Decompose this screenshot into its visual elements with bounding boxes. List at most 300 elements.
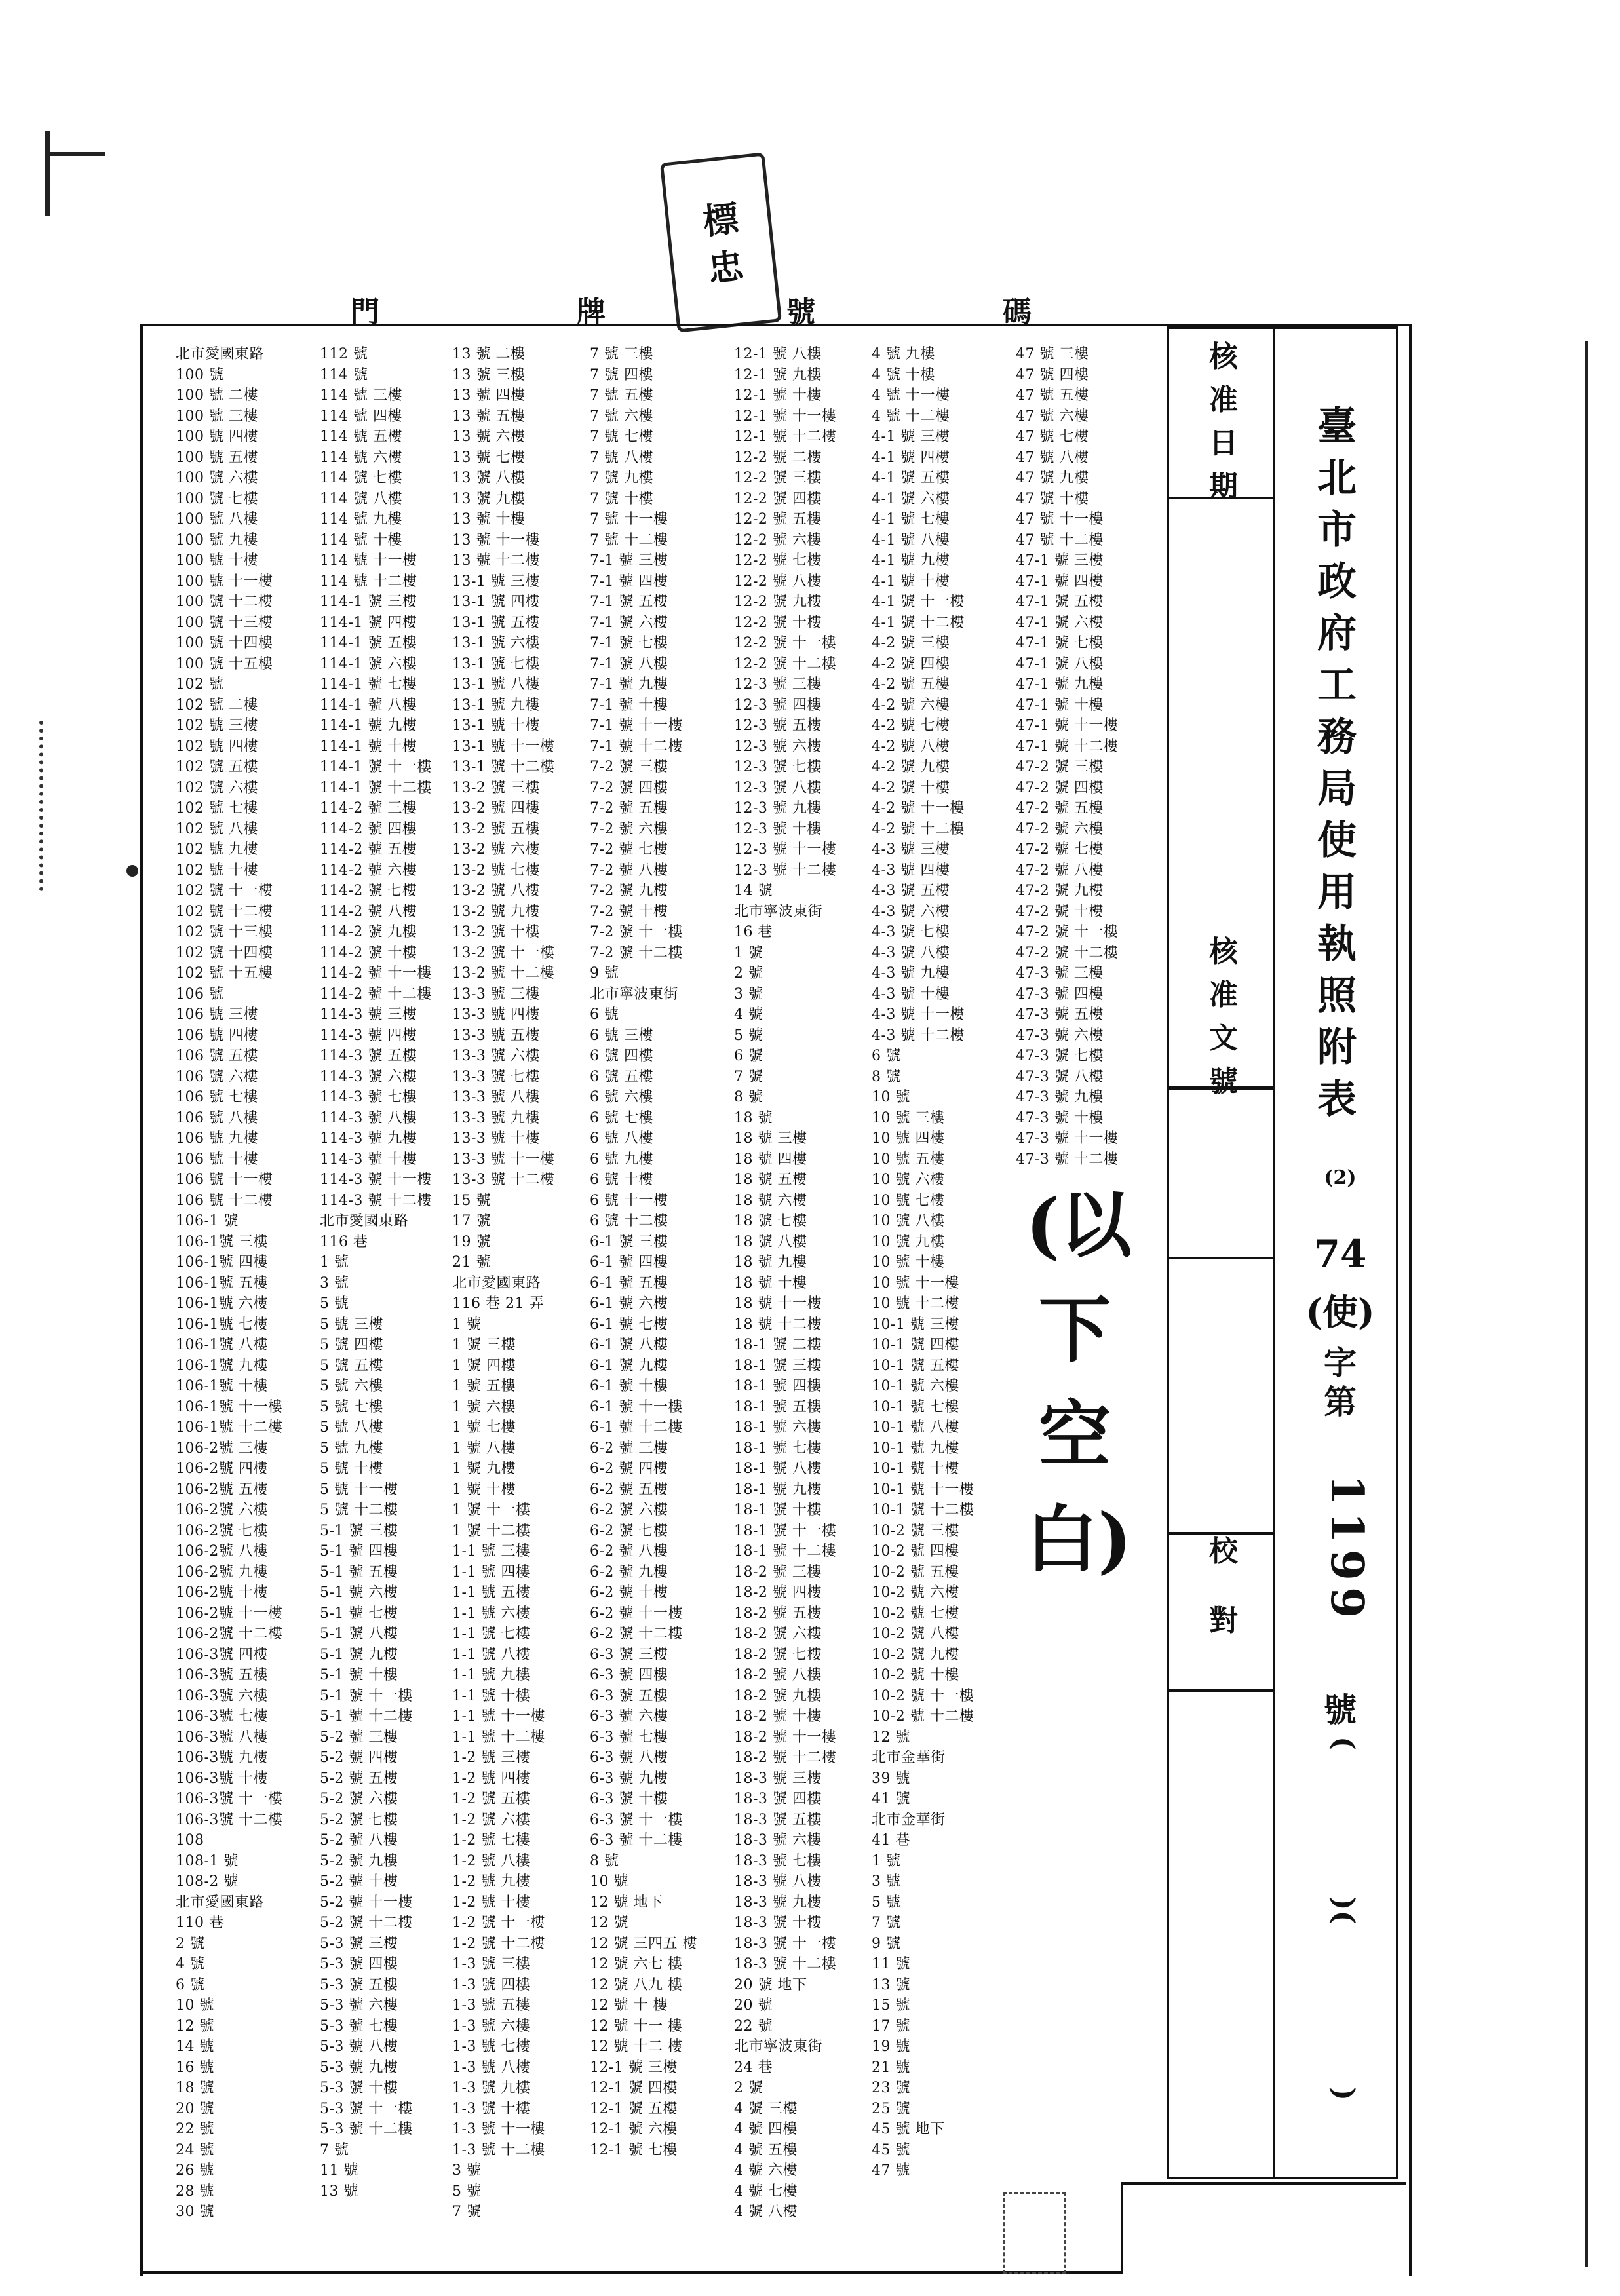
address-entry: 6-1 號 五樓 [590,1274,668,1292]
address-entry: 24 號 [176,2141,214,2158]
address-entry: 13-2 號 六樓 [452,841,540,858]
address-entry: 北市金華街 [872,1811,946,1828]
address-entry: 10 號 九樓 [872,1233,945,1250]
address-entry: 106-3號 十一樓 [176,1791,283,1807]
address-entry: 106 號 六樓 [176,1068,258,1085]
address-entry: 106-3號 十樓 [176,1770,268,1787]
address-entry: 18-2 號 十一樓 [734,1729,837,1746]
header-char-pai: 牌 [577,296,607,329]
address-entry: 4-2 號 七樓 [872,718,950,734]
address-entry: 6-2 號 四樓 [590,1461,668,1477]
address-entry: 106-2號 六樓 [176,1502,268,1518]
address-entry: 47-1 號 九樓 [1016,676,1104,693]
address-entry: 7 號 六樓 [590,408,653,425]
address-entry: 1-2 號 三樓 [452,1750,531,1766]
address-entry: 47-2 號 十樓 [1016,903,1104,920]
address-entry: 106 號 三樓 [176,1006,258,1023]
address-entry: 1-2 號 九樓 [452,1873,531,1890]
address-entry: 4 號 六樓 [734,2162,798,2179]
address-entry: 7 號 四樓 [590,366,653,383]
address-entry: 4 號 [734,1006,763,1023]
address-entry: 47-2 號 七樓 [1016,841,1104,858]
address-entry: 47-1 號 十一樓 [1016,718,1119,734]
address-entry: 114-1 號 四樓 [320,614,417,631]
address-entry: 7 號 [320,2141,349,2158]
address-entry: 12-2 號 六樓 [734,531,822,548]
address-entry: 47-1 號 七樓 [1016,635,1104,651]
address-entry: 6 號 三樓 [590,1027,653,1044]
address-entry: 10 號 [176,1997,214,2014]
address-entry: 10 號 十樓 [872,1254,945,1271]
address-entry: 6-3 號 十二樓 [590,1832,683,1848]
address-entry: 47-3 號 三樓 [1016,965,1104,982]
address-entry: 18-1 號 八樓 [734,1461,822,1477]
address-entry: 12 號 十 樓 [590,1997,668,2014]
address-entry: 14 號 [176,2038,214,2055]
address-entry: 19 號 [872,2038,910,2055]
address-entry: 18-2 號 八樓 [734,1667,822,1683]
address-entry: 7-1 號 四樓 [590,573,668,590]
address-entry: 106-2號 十二樓 [176,1626,283,1642]
address-entry: 6-2 號 八樓 [590,1543,668,1559]
address-entry: 4-1 號 三樓 [872,429,950,445]
address-entry: 5-3 號 六樓 [320,1997,398,2014]
left-margin-scribble [39,721,142,891]
address-entry: 28 號 [176,2183,214,2200]
address-entry: 5 號 十樓 [320,1461,383,1477]
address-entry: 100 號 六樓 [176,470,258,486]
address-entry: 13-3 號 九樓 [452,1109,540,1126]
address-entry: 13 號 七樓 [452,449,526,466]
address-entry: 6 號 [176,1976,205,1993]
address-entry: 114 號 五樓 [320,429,402,445]
address-entry: 6-3 號 五樓 [590,1687,668,1704]
address-entry: 北市愛國東路 [176,1894,265,1911]
address-entry: 5-1 號 十二樓 [320,1708,413,1725]
address-entry: 18-2 號 五樓 [734,1605,822,1622]
address-entry: 13 號 六樓 [452,429,526,445]
address-entry: 102 號 十二樓 [176,903,273,920]
address-entry: 6-1 號 十二樓 [590,1419,683,1436]
address-entry: 13 號 四樓 [452,387,526,404]
address-entry: 6 號 九樓 [590,1151,653,1168]
address-entry: 114-2 號 十樓 [320,944,417,961]
address-entry: 7-2 號 十一樓 [590,924,683,940]
address-entry: 114-3 號 八樓 [320,1109,417,1126]
address-entry: 47 號 五樓 [1016,387,1089,404]
address-entry: 5-1 號 六樓 [320,1584,398,1601]
address-entry: 114 號 十樓 [320,531,402,548]
address-entry: 47 號 十一樓 [1016,511,1104,527]
address-entry: 1-1 號 四樓 [452,1563,531,1580]
address-entry: 47-3 號 十二樓 [1016,1151,1119,1168]
address-entry: 10-2 號 十二樓 [872,1708,974,1725]
address-entry: 5-2 號 九樓 [320,1852,398,1869]
address-entry: 10 號 六樓 [872,1172,945,1188]
address-entry: 10 號 [590,1873,628,1890]
address-entry: 108-1 號 [176,1852,239,1869]
address-entry: 12-2 號 十樓 [734,614,822,631]
address-entry: 8 號 [734,1089,763,1105]
address-entry: 30 號 [176,2204,214,2220]
address-entry: 2 號 [176,1935,205,1952]
address-entry: 47-2 號 九樓 [1016,883,1104,899]
address-entry: 6 號 六樓 [590,1089,653,1105]
address-entry: 47-3 號 十一樓 [1016,1130,1119,1147]
address-entry: 16 巷 [734,924,773,940]
address-entry: 106 號 十樓 [176,1151,258,1168]
address-entry: 102 號 三樓 [176,718,258,734]
address-entry: 4-2 號 十二樓 [872,820,965,837]
address-entry: 6-2 號 九樓 [590,1563,668,1580]
address-entry: 13-1 號 四樓 [452,594,540,610]
address-entry: 4-3 號 九樓 [872,965,950,982]
address-entry: 102 號 四樓 [176,738,258,755]
address-entry: 18 號 四樓 [734,1151,807,1168]
address-entry: 5-3 號 八樓 [320,2038,398,2055]
address-entry: 5-2 號 六樓 [320,1791,398,1807]
address-entry: 12-1 號 九樓 [734,366,822,383]
address-entry: 1-3 號 十一樓 [452,2121,545,2137]
address-entry: 16 號 [176,2059,214,2076]
address-entry: 12-1 號 十一樓 [734,408,837,425]
address-entry: 106-3號 十二樓 [176,1811,283,1828]
address-entry: 6-1 號 十一樓 [590,1398,683,1415]
address-entry: 7-1 號 七樓 [590,635,668,651]
address-entry: 114-1 號 十樓 [320,738,417,755]
address-entry: 10 號 [872,1089,910,1105]
address-entry: 4-2 號 八樓 [872,738,950,755]
address-entry: 1-2 號 十樓 [452,1894,531,1911]
address-entry: 18-1 號 七樓 [734,1440,822,1457]
address-entry: 1 號 九樓 [452,1461,516,1477]
address-entry: 10-2 號 四樓 [872,1543,959,1559]
address-entry: 4-3 號 十一樓 [872,1006,965,1023]
address-entry: 114-2 號 四樓 [320,820,417,837]
address-entry: 5 號 十二樓 [320,1502,398,1518]
address-entry: 7-2 號 七樓 [590,841,668,858]
address-entry: 19 號 [452,1233,491,1250]
address-entry: 10-2 號 七樓 [872,1605,959,1622]
address-entry: 北市愛國東路 [176,346,265,362]
address-column-6 [872,344,974,2181]
address-entry: 114-1 號 十二樓 [320,779,432,796]
address-entry: 5 號 [872,1894,901,1911]
address-entry: 114-1 號 十一樓 [320,759,432,775]
address-entry: 47-1 號 三樓 [1016,552,1104,569]
address-entry: 106-2號 七樓 [176,1522,268,1539]
address-entry: 20 號 [176,2100,214,2117]
address-entry: 4 號 七樓 [734,2183,798,2200]
address-entry: 1-3 號 七樓 [452,2038,531,2055]
address-entry: 47-1 號 八樓 [1016,655,1104,672]
address-entry: 102 號 十樓 [176,862,258,879]
address-entry: 18 號 七樓 [734,1213,807,1229]
address-entry: 13 號 二樓 [452,346,526,362]
address-entry: 5-2 號 四樓 [320,1750,398,1766]
address-entry: 114 號 六樓 [320,449,402,466]
address-entry: 47 號 四樓 [1016,366,1089,383]
address-entry: 114-3 號 七樓 [320,1089,417,1105]
address-entry: 6-3 號 七樓 [590,1729,668,1746]
address-entry: 12-1 號 六樓 [590,2121,678,2137]
address-entry: 114-2 號 七樓 [320,883,417,899]
address-entry: 7 號 [452,2204,482,2220]
address-entry: 5-3 號 四樓 [320,1956,398,1972]
address-entry: 4-3 號 十樓 [872,985,950,1003]
address-entry: 18 號 [176,2080,214,2096]
address-entry: 108-2 號 [176,1873,239,1890]
address-entry: 18 號 五樓 [734,1172,807,1188]
address-entry: 108 [176,1832,204,1848]
address-entry: 106-1號 三樓 [176,1233,268,1250]
address-entry: 13-3 號 十二樓 [452,1172,555,1188]
address-entry: 13-2 號 十一樓 [452,944,555,961]
address-entry: 106 號 八樓 [176,1109,258,1126]
address-entry: 13-3 號 八樓 [452,1089,540,1105]
address-entry: 10-1 號 三樓 [872,1316,959,1333]
year-number: 74 [1313,1232,1367,1276]
address-entry: 4 號 四樓 [734,2121,798,2137]
address-entry: 4-2 號 十樓 [872,779,950,796]
address-entry: 13 號 十二樓 [452,552,540,569]
address-entry: 1-1 號 十二樓 [452,1729,545,1746]
address-entry: 13 號 [872,1976,910,1993]
address-entry: 6-2 號 十樓 [590,1584,668,1601]
address-entry: 114-3 號 五樓 [320,1048,417,1064]
address-entry: 4 號 十一樓 [872,387,950,404]
address-entry: 12-3 號 四樓 [734,697,822,714]
address-entry: 2 號 [734,965,763,982]
address-entry: 1-1 號 十一樓 [452,1708,545,1725]
address-entry: 8 號 [590,1852,619,1869]
address-entry: 1-3 號 九樓 [452,2080,531,2096]
address-entry: 13 號 十樓 [452,511,526,527]
address-entry: 106-1號 五樓 [176,1274,268,1292]
address-entry: 100 號 三樓 [176,408,258,425]
address-entry: 114-2 號 十一樓 [320,965,432,982]
address-column-7 [1016,344,1118,1170]
address-entry: 1 號 八樓 [452,1440,516,1457]
address-entry: 4-1 號 四樓 [872,449,950,466]
address-entry: 18-3 號 十樓 [734,1915,822,1931]
address-entry: 114-1 號 三樓 [320,594,417,610]
address-entry: 7-2 號 九樓 [590,883,668,899]
address-entry: 114-1 號 六樓 [320,655,417,672]
address-entry: 13-1 號 七樓 [452,655,540,672]
address-entry: 106-3號 六樓 [176,1687,268,1704]
address-entry: 12 號 三四五 樓 [590,1935,697,1952]
address-entry: 47-3 號 五樓 [1016,1006,1104,1023]
address-entry: 100 號 四樓 [176,429,258,445]
address-entry: 5-1 號 九樓 [320,1646,398,1663]
address-entry: 12-1 號 五樓 [590,2100,678,2117]
address-entry: 7-1 號 六樓 [590,614,668,631]
address-entry: 10-2 號 十樓 [872,1667,959,1683]
seal-text: 標 忠 [695,199,746,286]
address-entry: 1-1 號 九樓 [452,1667,531,1683]
address-entry: 1 號 五樓 [452,1378,516,1394]
address-entry: 5 號 九樓 [320,1440,383,1457]
address-entry: 1-3 號 八樓 [452,2059,531,2076]
address-entry: 18-1 號 十樓 [734,1502,822,1518]
address-entry: 100 號 十五樓 [176,655,273,672]
address-entry: 13 號 十一樓 [452,531,540,548]
address-entry: 12-1 號 十樓 [734,387,822,404]
address-entry: 102 號 十一樓 [176,883,273,899]
address-entry: 7 號 七樓 [590,429,653,445]
address-entry: 13-1 號 三樓 [452,573,540,590]
address-entry: 11 號 [320,2162,358,2179]
address-entry: 1 號 六樓 [452,1398,516,1415]
address-entry: 4 號 八樓 [734,2204,798,2220]
address-column-3 [452,344,554,2223]
address-entry: 106-1 號 [176,1213,239,1229]
address-entry: 18-3 號 五樓 [734,1811,822,1828]
address-entry: 106-2號 十一樓 [176,1605,283,1622]
address-entry: 12-3 號 五樓 [734,718,822,734]
address-entry: 21 號 [872,2059,910,2076]
address-entry: 7-1 號 十一樓 [590,718,683,734]
address-entry: 4-1 號 十二樓 [872,614,965,631]
address-entry: 10-2 號 六樓 [872,1584,959,1601]
address-entry: 18-3 號 十二樓 [734,1956,837,1972]
left-edge-mark [45,131,50,216]
address-entry: 114 號 三樓 [320,387,402,404]
address-entry: 39 號 [872,1770,910,1787]
address-entry: 7 號 十樓 [590,490,653,507]
address-entry: 6-2 號 三樓 [590,1440,668,1457]
address-entry: 6-2 號 十二樓 [590,1626,683,1642]
address-entry: 4-1 號 五樓 [872,470,950,486]
address-entry: 5-2 號 十樓 [320,1873,398,1890]
address-entry: 106-2號 五樓 [176,1481,268,1498]
address-entry: 12-3 號 七樓 [734,759,822,775]
address-entry: 12-1 號 八樓 [734,346,822,362]
address-entry: 106-2號 四樓 [176,1461,268,1477]
address-entry: 1-3 號 十樓 [452,2100,531,2117]
address-entry: 5-1 號 五樓 [320,1563,398,1580]
address-entry: 6-1 號 九樓 [590,1357,668,1374]
address-entry: 18-3 號 六樓 [734,1832,822,1848]
address-entry: 13-2 號 五樓 [452,820,540,837]
address-entry: 20 號 地下 [734,1976,807,1993]
address-entry: 106 號 七樓 [176,1089,258,1105]
address-entry: 13 號 九樓 [452,490,526,507]
address-entry: 23 號 [872,2080,910,2096]
address-entry: 13 號 八樓 [452,470,526,486]
address-entry: 18 號 三樓 [734,1130,807,1147]
address-entry: 6 號 八樓 [590,1130,653,1147]
address-entry: 102 號 七樓 [176,800,258,816]
address-entry: 12-2 號 十二樓 [734,655,837,672]
address-entry: 4 號 三樓 [734,2100,798,2117]
address-entry: 5 號 三樓 [320,1316,383,1333]
address-column-1 [176,344,282,2223]
address-entry: 1-2 號 八樓 [452,1852,531,1869]
address-entry: 13-1 號 十二樓 [452,759,555,775]
address-entry: 6-3 號 九樓 [590,1770,668,1787]
address-entry: 12-2 號 十一樓 [734,635,837,651]
address-entry: 6 號 [734,1048,763,1064]
address-entry: 10-2 號 九樓 [872,1646,959,1663]
address-entry: 47 號 [872,2162,910,2179]
address-entry: 114-1 號 五樓 [320,635,417,651]
address-entry: 1-2 號 十二樓 [452,1935,545,1952]
address-entry: 13-3 號 十樓 [452,1130,540,1147]
seal-stamp [660,152,782,332]
address-entry: 1-1 號 六樓 [452,1605,531,1622]
address-entry: 10-1 號 十二樓 [872,1502,974,1518]
address-entry: 47 號 八樓 [1016,449,1089,466]
address-entry: 7-1 號 十二樓 [590,738,683,755]
address-entry: 北市寧波東街 [590,985,679,1003]
address-entry: 6-1 號 四樓 [590,1254,668,1271]
address-entry: 13-3 號 十一樓 [452,1151,555,1168]
address-entry: 5-2 號 七樓 [320,1811,398,1828]
address-entry: 1 號 四樓 [452,1357,516,1374]
address-entry: 13-3 號 四樓 [452,1006,540,1023]
address-entry: 5-1 號 八樓 [320,1626,398,1642]
address-entry: 6 號 五樓 [590,1068,653,1085]
address-entry: 5-3 號 十樓 [320,2080,398,2096]
address-entry: 4 號 [176,1956,205,1972]
address-entry: 116 巷 [320,1233,368,1250]
address-entry: 1-1 號 三樓 [452,1543,531,1559]
address-entry: 20 號 [734,1997,773,2014]
address-entry: 106 號 九樓 [176,1130,258,1147]
address-entry: 3 號 [320,1274,349,1292]
paren-3: ) [1326,2087,1360,2101]
address-entry: 4 號 九樓 [872,346,935,362]
address-entry: 106 號 十二樓 [176,1192,273,1209]
address-entry: 10-2 號 五樓 [872,1563,959,1580]
address-column-4 [590,344,697,2160]
address-entry: 6-1 號 十樓 [590,1378,668,1394]
address-entry: 106-1號 七樓 [176,1316,268,1333]
address-entry: 13-2 號 七樓 [452,862,540,879]
address-entry: 10 號 七樓 [872,1192,945,1209]
address-entry: 9 號 [872,1935,901,1952]
address-entry: 6 號 十樓 [590,1172,653,1188]
address-entry: 6-3 號 十一樓 [590,1811,683,1828]
header-char-hao: 號 [786,296,817,329]
address-entry: 1-2 號 四樓 [452,1770,531,1787]
address-column-2 [320,344,432,2202]
address-entry: 106 號 [176,985,224,1003]
address-entry: 18 號 十一樓 [734,1295,822,1312]
address-entry: 106-1號 八樓 [176,1337,268,1353]
address-entry: 8 號 [872,1068,901,1085]
address-entry: 18 號 八樓 [734,1233,807,1250]
address-entry: 10-1 號 九樓 [872,1440,959,1457]
address-entry: 18-3 號 七樓 [734,1852,822,1869]
address-entry: 12 號 [176,2018,214,2035]
address-entry: 10-2 號 十一樓 [872,1687,974,1704]
address-entry: 114-3 號 十一樓 [320,1172,432,1188]
address-entry: 114-3 號 三樓 [320,1006,417,1023]
address-entry: 100 號 [176,366,224,383]
address-entry: 12 號 十一 樓 [590,2018,683,2035]
address-entry: 9 號 [590,965,619,982]
address-entry: 13-2 號 三樓 [452,779,540,796]
address-entry: 4-3 號 三樓 [872,841,950,858]
address-entry: 25 號 [872,2100,910,2117]
address-entry: 112 號 [320,346,368,362]
address-entry: 114 號 四樓 [320,408,402,425]
address-entry: 106-3號 七樓 [176,1708,268,1725]
address-entry: 47-2 號 四樓 [1016,779,1104,796]
